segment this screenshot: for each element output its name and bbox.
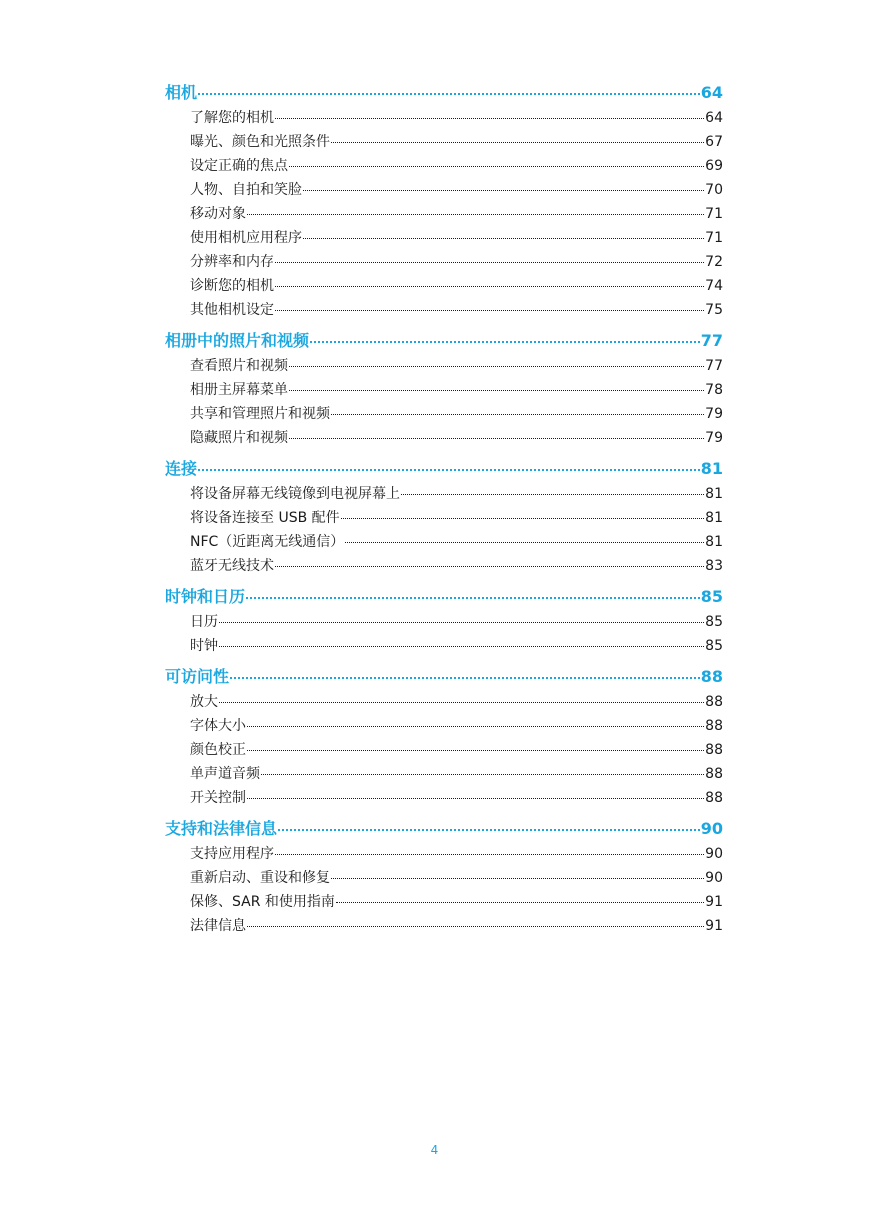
chapter-title: 支持和法律信息: [165, 819, 278, 838]
item-title: 放大: [190, 694, 218, 710]
item-title: 查看照片和视频: [190, 358, 288, 374]
item-title: 将设备连接至 USB 配件: [190, 510, 340, 526]
dot-leader: [303, 190, 704, 191]
item-page-number: 83: [705, 558, 723, 574]
item-page-number: 90: [705, 870, 723, 886]
toc-item-entry[interactable]: [165, 866, 723, 890]
item-page-number: 79: [705, 406, 723, 422]
item-page-number: 81: [705, 510, 723, 526]
item-title: 分辨率和内存: [190, 254, 274, 270]
chapter-title: 相机: [165, 83, 198, 102]
item-page-number: 71: [705, 206, 723, 222]
item-page-number: 79: [705, 430, 723, 446]
item-title: 诊断您的相机: [190, 278, 274, 294]
toc-item-entry[interactable]: [165, 202, 723, 226]
toc-chapter-entry[interactable]: [165, 584, 723, 610]
dot-leader: [261, 774, 704, 775]
dot-leader: [247, 726, 704, 727]
item-page-number: 88: [705, 742, 723, 758]
toc-item-entry[interactable]: [165, 506, 723, 530]
dot-leader: [289, 166, 704, 167]
item-title: 隐藏照片和视频: [190, 430, 288, 446]
toc-item-entry[interactable]: [165, 914, 723, 938]
dot-leader: [289, 438, 704, 439]
toc-item-entry[interactable]: [165, 890, 723, 914]
dot-leader: [275, 118, 704, 119]
item-title: 使用相机应用程序: [190, 230, 302, 246]
toc-item-entry[interactable]: [165, 130, 723, 154]
toc-item-entry[interactable]: [165, 786, 723, 810]
item-title: 法律信息: [190, 918, 246, 934]
item-page-number: 69: [705, 158, 723, 174]
item-page-number: 81: [705, 534, 723, 550]
item-title: 共享和管理照片和视频: [190, 406, 330, 422]
dot-leader: [198, 93, 700, 95]
item-title: 相册主屏幕菜单: [190, 382, 288, 398]
toc-item-entry[interactable]: [165, 298, 723, 322]
toc-chapter-entry[interactable]: [165, 80, 723, 106]
dot-leader: [275, 286, 704, 287]
dot-leader: [219, 646, 704, 647]
item-page-number: 74: [705, 278, 723, 294]
toc-chapter-entry[interactable]: [165, 328, 723, 354]
item-page-number: 64: [705, 110, 723, 126]
toc-section: [165, 816, 723, 938]
dot-leader: [310, 341, 700, 343]
toc-item-entry[interactable]: [165, 842, 723, 866]
toc-chapter-entry[interactable]: [165, 664, 723, 690]
dot-leader: [336, 902, 704, 903]
toc-item-entry[interactable]: [165, 690, 723, 714]
toc-chapter-entry[interactable]: [165, 456, 723, 482]
chapter-page-number: 81: [700, 459, 723, 478]
toc-item-entry[interactable]: [165, 378, 723, 402]
dot-leader: [219, 702, 704, 703]
item-title: 开关控制: [190, 790, 246, 806]
item-title: 颜色校正: [190, 742, 246, 758]
dot-leader: [401, 494, 704, 495]
dot-leader: [247, 750, 704, 751]
item-page-number: 91: [705, 894, 723, 910]
item-title: 字体大小: [190, 718, 246, 734]
dot-leader: [275, 566, 704, 567]
chapter-page-number: 88: [700, 667, 723, 686]
item-page-number: 72: [705, 254, 723, 270]
toc-item-entry[interactable]: [165, 354, 723, 378]
toc-section: [165, 584, 723, 658]
item-page-number: 88: [705, 718, 723, 734]
dot-leader: [275, 262, 704, 263]
page-number: 4: [430, 1143, 439, 1157]
toc-item-entry[interactable]: [165, 274, 723, 298]
item-title: 保修、SAR 和使用指南: [190, 894, 335, 910]
toc-item-entry[interactable]: [165, 106, 723, 130]
item-title: 蓝牙无线技术: [190, 558, 274, 574]
chapter-title: 可访问性: [165, 667, 230, 686]
toc-item-entry[interactable]: [165, 634, 723, 658]
item-title: 将设备屏幕无线镜像到电视屏幕上: [190, 486, 400, 502]
dot-leader: [331, 878, 704, 879]
item-page-number: 77: [705, 358, 723, 374]
toc-section: [165, 456, 723, 578]
dot-leader: [303, 238, 704, 239]
toc-section: [165, 664, 723, 810]
toc-item-entry[interactable]: [165, 714, 723, 738]
item-title: 曝光、颜色和光照条件: [190, 134, 330, 150]
toc-section: [165, 80, 723, 322]
toc-item-entry[interactable]: [165, 154, 723, 178]
chapter-title: 时钟和日历: [165, 587, 246, 606]
dot-leader: [230, 677, 700, 679]
toc-item-entry[interactable]: [165, 554, 723, 578]
dot-leader: [219, 622, 704, 623]
item-title: 移动对象: [190, 206, 246, 222]
item-page-number: 67: [705, 134, 723, 150]
item-title: 重新启动、重设和修复: [190, 870, 330, 886]
chapter-page-number: 90: [700, 819, 723, 838]
toc-item-entry[interactable]: [165, 738, 723, 762]
toc-item-entry[interactable]: [165, 762, 723, 786]
item-title: 设定正确的焦点: [190, 158, 288, 174]
dot-leader: [247, 798, 704, 799]
chapter-title: 相册中的照片和视频: [165, 331, 310, 350]
dot-leader: [246, 597, 700, 599]
dot-leader: [198, 469, 700, 471]
item-title: NFC（近距离无线通信）: [190, 534, 345, 550]
item-title: 人物、自拍和笑脸: [190, 182, 302, 198]
item-page-number: 81: [705, 486, 723, 502]
item-title: 了解您的相机: [190, 110, 274, 126]
item-page-number: 88: [705, 694, 723, 710]
toc-item-entry[interactable]: [165, 250, 723, 274]
dot-leader: [345, 542, 704, 543]
item-title: 日历: [190, 614, 218, 630]
toc-item-entry[interactable]: [165, 178, 723, 202]
dot-leader: [247, 926, 704, 927]
toc-chapter-entry[interactable]: [165, 816, 723, 842]
item-title: 时钟: [190, 638, 218, 654]
dot-leader: [275, 310, 704, 311]
toc-item-entry[interactable]: [165, 482, 723, 506]
toc-item-entry[interactable]: [165, 610, 723, 634]
chapter-page-number: 85: [700, 587, 723, 606]
item-page-number: 71: [705, 230, 723, 246]
dot-leader: [247, 214, 704, 215]
item-page-number: 88: [705, 766, 723, 782]
toc-item-entry[interactable]: [165, 402, 723, 426]
dot-leader: [331, 142, 704, 143]
toc-item-entry[interactable]: [165, 530, 723, 554]
dot-leader: [341, 518, 705, 519]
chapter-title: 连接: [165, 459, 198, 478]
item-page-number: 75: [705, 302, 723, 318]
toc-section: [165, 328, 723, 450]
chapter-page-number: 64: [700, 83, 723, 102]
item-page-number: 78: [705, 382, 723, 398]
dot-leader: [278, 829, 700, 831]
table-of-contents: [165, 80, 723, 944]
dot-leader: [289, 366, 704, 367]
item-page-number: 85: [705, 638, 723, 654]
dot-leader: [275, 854, 704, 855]
item-title: 其他相机设定: [190, 302, 274, 318]
item-page-number: 85: [705, 614, 723, 630]
item-title: 单声道音频: [190, 766, 260, 782]
item-page-number: 70: [705, 182, 723, 198]
dot-leader: [289, 390, 704, 391]
item-page-number: 88: [705, 790, 723, 806]
item-title: 支持应用程序: [190, 846, 274, 862]
item-page-number: 90: [705, 846, 723, 862]
toc-item-entry[interactable]: [165, 426, 723, 450]
chapter-page-number: 77: [700, 331, 723, 350]
toc-item-entry[interactable]: [165, 226, 723, 250]
item-page-number: 91: [705, 918, 723, 934]
dot-leader: [331, 414, 704, 415]
